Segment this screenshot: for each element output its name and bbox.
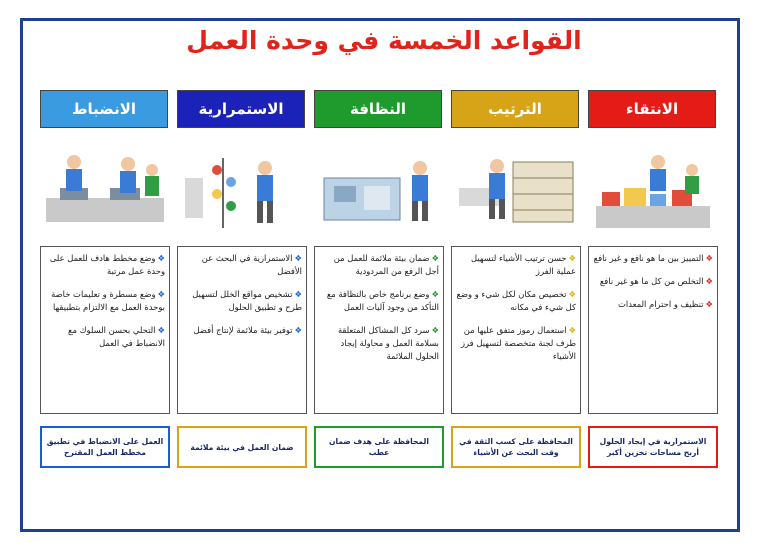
list-item: ❖وضع مخطط هادف للعمل على وحدة عمل مرتبة bbox=[49, 253, 165, 276]
cleaning-machine-illustration bbox=[314, 148, 444, 240]
list-item: ❖تخصيص مكان لكل شيء و وضع كل شيء في مكانه bbox=[456, 289, 576, 312]
header-nadhafa: النظافة bbox=[314, 90, 442, 128]
list-item: ❖التمييز بين ما هو نافع و غير نافع bbox=[593, 253, 713, 263]
header-intiqa: الانتقاء bbox=[588, 90, 716, 128]
list-item: ❖وضع مسطرة و تعليمات خاصة بوحدة العمل مع الالتزام بتطبيقها bbox=[51, 289, 165, 312]
header-indibat: الانضباط bbox=[40, 90, 168, 128]
column-tartib bbox=[451, 246, 581, 414]
list-item: ❖تنظيف و احترام المعدات bbox=[617, 299, 713, 309]
list-item: ❖سرد كل المشاكل المتعلقة بسلامة العمل و محاولة إيجاد الحلول الملائمة bbox=[337, 325, 439, 361]
header-tartib: الترتيب bbox=[451, 90, 579, 128]
list-item: ❖توفير بيئة ملائمة لإنتاج أفضل bbox=[193, 325, 302, 335]
shelving-worker-illustration bbox=[451, 148, 581, 240]
list-item: ❖حسن ترتيب الأشياء لتسهيل عملية الفرز bbox=[471, 253, 576, 276]
continuous-improvement-illustration bbox=[177, 148, 307, 240]
discipline-workers-illustration bbox=[40, 148, 170, 240]
sorting-workers-illustration bbox=[588, 148, 718, 240]
list-item: ❖وضع برنامج خاص بالنظافة مع التأكد من وجود آليات العمل bbox=[326, 289, 439, 312]
column-istimrariya bbox=[177, 246, 307, 414]
footer-tartib: المحافظة على كسب الثقة في وقت البحث عن الأشياء bbox=[451, 426, 581, 468]
list-item: ❖استعمال رموز متفق عليها من طرف لجنة متخصصة لتسهيل فرز الأشياء bbox=[461, 325, 576, 361]
column-intiqa bbox=[588, 246, 718, 414]
footer-indibat: العمل على الانضباط في تطبيق مخطط العمل المقترح bbox=[40, 426, 170, 468]
list-item: ❖ضمان بيئة ملائمة للعمل من أجل الرفع من المردودية bbox=[333, 253, 439, 276]
footer-istimrariya: ضمان العمل في بيئة ملائمة bbox=[177, 426, 307, 468]
list-item: ❖التخلص من كل ما هو غير نافع bbox=[599, 276, 713, 286]
list-item: ❖التحلي بحسن السلوك مع الانضباط في العمل bbox=[68, 325, 165, 348]
header-istimrariya: الاستمرارية bbox=[177, 90, 305, 128]
footer-nadhafa: المحافظة على هدف ضمان عطب bbox=[314, 426, 444, 468]
footer-intiqa: الاستمرارية في إيجاد الحلول أربح مساحات تخزين أكبر bbox=[588, 426, 718, 468]
list-item: ❖تشخيص مواقع الخلل لتسهيل طرح و تطبيق الحلول bbox=[192, 289, 302, 312]
column-indibat bbox=[40, 246, 170, 414]
list-item: ❖الاستمرارية في البحث عن الأفضل bbox=[201, 253, 302, 276]
column-nadhafa bbox=[314, 246, 444, 414]
poster-title: القواعد الخمسة في وحدة العمل bbox=[186, 26, 582, 55]
